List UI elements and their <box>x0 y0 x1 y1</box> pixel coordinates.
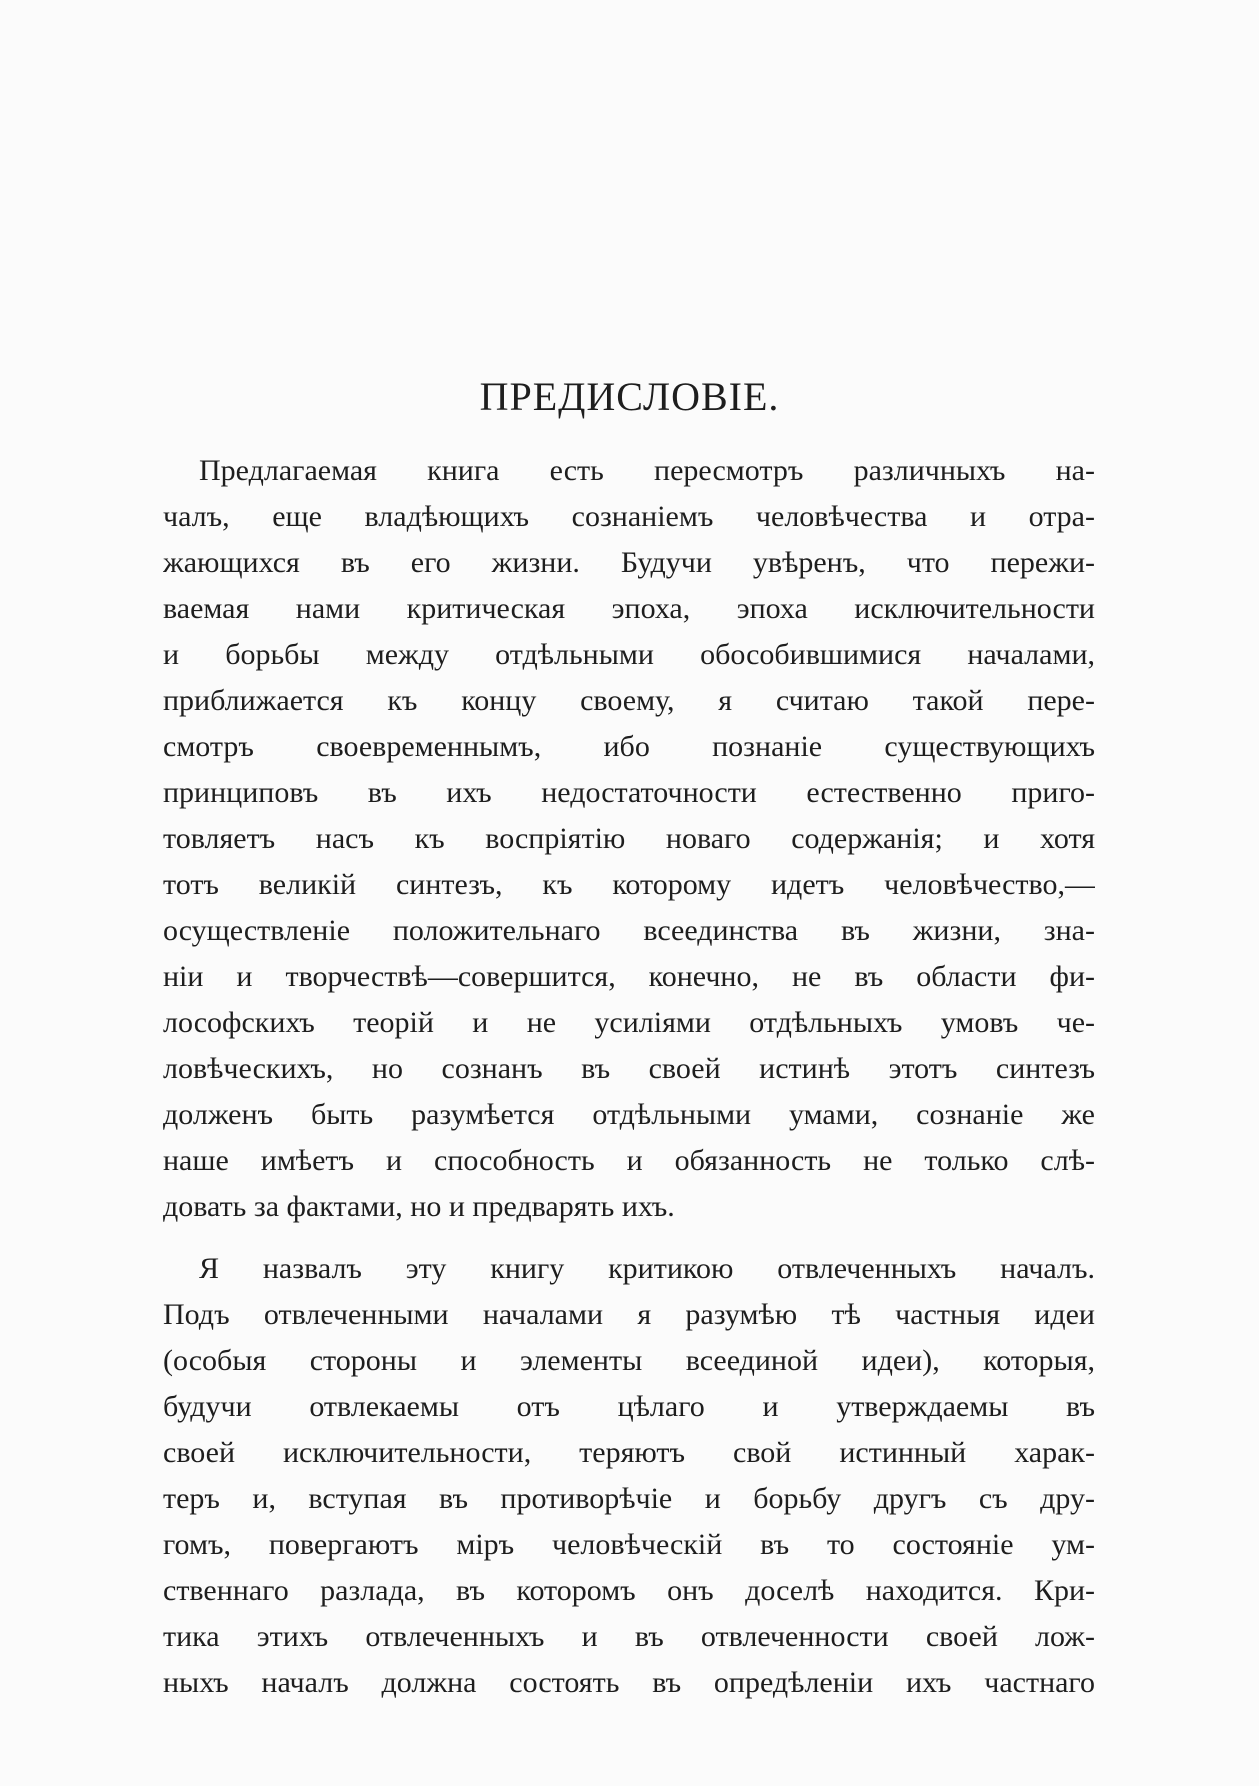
text-line: ніи и творчествѣ—совершится, конечно, не въ области фи- <box>163 960 1095 993</box>
text-line: ственнаго разлада, въ которомъ онъ доселѣ находится. Кри- <box>163 1574 1095 1607</box>
text-line: приближается къ концу своему, я считаю такой пере- <box>163 684 1095 717</box>
text-line: ваемая нами критическая эпоха, эпоха исключительности <box>163 592 1095 625</box>
text-line: долженъ быть разумѣется отдѣльными умами, сознаніе же <box>163 1098 1095 1131</box>
text-line: тотъ великій синтезъ, къ которому идетъ человѣчество,— <box>163 868 1095 901</box>
text-line: Подъ отвлеченными началами я разумѣю тѣ частныя идеи <box>163 1298 1095 1331</box>
text-line: Предлагаемая книга есть пересмотръ различныхъ на- <box>199 454 1095 487</box>
text-line: наше имѣетъ и способность и обязанность не только слѣ- <box>163 1144 1095 1177</box>
text-line: ловѣческихъ, но сознанъ въ своей истинѣ этотъ синтезъ <box>163 1052 1095 1085</box>
text-line: своей исключительности, теряютъ свой истинный харак- <box>163 1436 1095 1469</box>
text-line: смотръ своевременнымъ, ибо познаніе существующихъ <box>163 730 1095 763</box>
text-line: будучи отвлекаемы отъ цѣлаго и утверждаемы въ <box>163 1390 1095 1423</box>
text-line: ныхъ началъ должна состоять въ опредѣленіи ихъ частнаго <box>163 1666 1095 1699</box>
text-line: тика этихъ отвлеченныхъ и въ отвлеченности своей лож- <box>163 1620 1095 1653</box>
text-line: товляетъ насъ къ воспріятію новаго содержанія; и хотя <box>163 822 1095 855</box>
text-line: жающихся въ его жизни. Будучи увѣренъ, что пережи- <box>163 546 1095 579</box>
text-line: (особыя стороны и элементы всеединой идеи), которыя, <box>163 1344 1095 1377</box>
page-title: ПРЕДИСЛОВІЕ. <box>479 374 780 419</box>
text-line: и борьбы между отдѣльными обособившимися началами, <box>163 638 1095 671</box>
text-line: лософскихъ теорій и не усиліями отдѣльныхъ умовъ че- <box>163 1006 1095 1039</box>
paragraph-2 <box>163 1246 1095 1706</box>
text-line: осуществленіе положительнаго всеединства въ жизни, зна- <box>163 914 1095 947</box>
text-line: теръ и, вступая въ противорѣчіе и борьбу другъ съ дру- <box>163 1482 1095 1515</box>
text-line: чалъ, еще владѣющихъ сознаніемъ человѣчества и отра- <box>163 500 1095 533</box>
text-line: принциповъ въ ихъ недостаточности естественно приго- <box>163 776 1095 809</box>
paragraph-1 <box>163 448 1095 1230</box>
text-line: Я назвалъ эту книгу критикою отвлеченныхъ началъ. <box>199 1252 1095 1285</box>
text-line: довать за фактами, но и предварять ихъ. <box>163 1190 675 1223</box>
text-line: гомъ, повергаютъ міръ человѣческій въ то состояніе ум- <box>163 1528 1095 1561</box>
